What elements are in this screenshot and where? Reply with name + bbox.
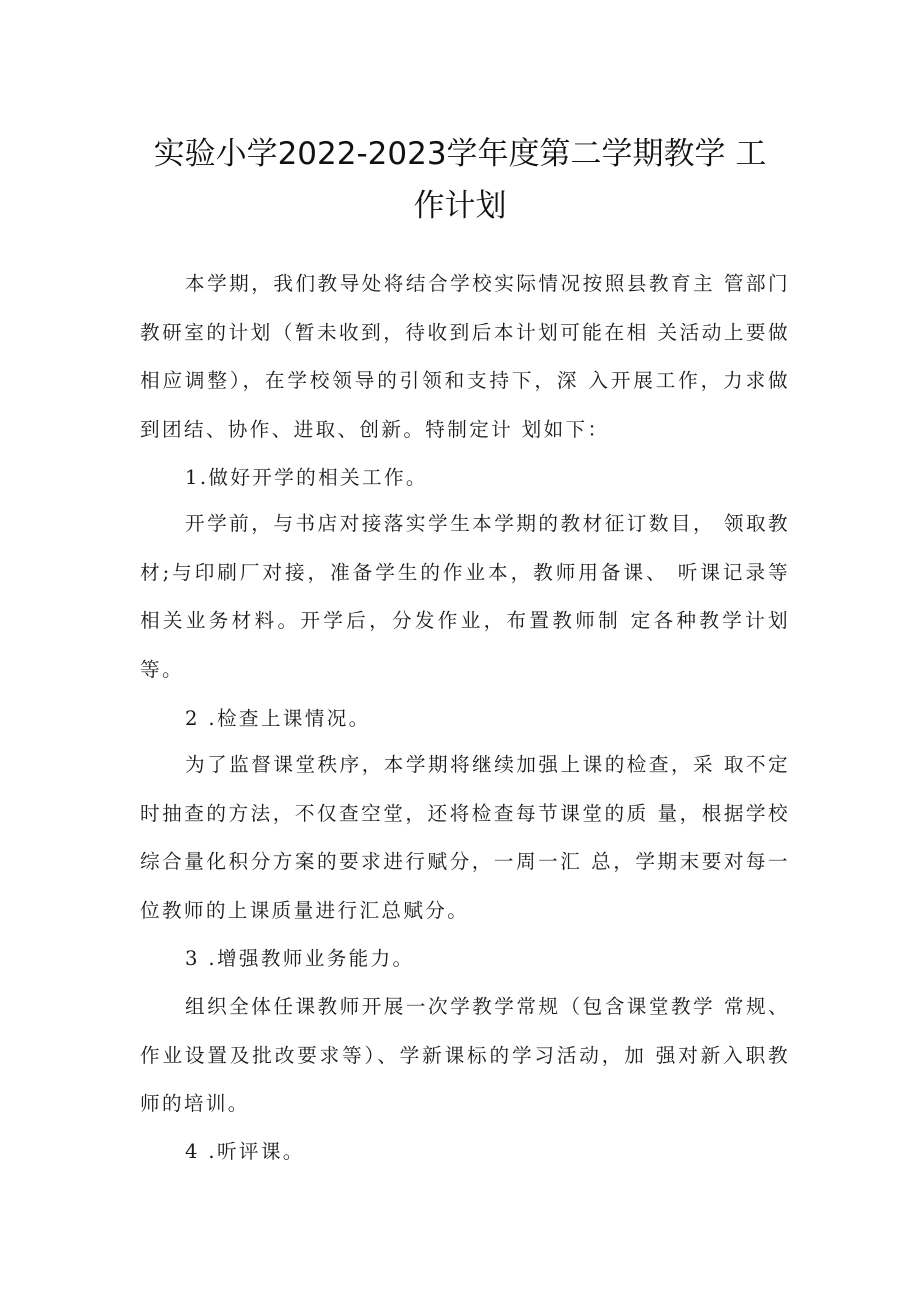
document-title-line-2: 作计划 (413, 188, 507, 224)
section-heading-1: 1.做好开学的相关工作。 (185, 466, 428, 489)
section-heading-2: 2 .检查上课情况。 (185, 707, 371, 730)
section-paragraph-3: 组织全体任课教师开展一次学教学常规（包含课堂教学 常规、作业设置及批改要求等）、学新课标的学习活动，加 强对新入职教师的培训。 (140, 995, 790, 1115)
section-heading-3: 3 .增强教师业务能力。 (185, 947, 415, 970)
section-paragraph-1: 开学前，与书店对接落实学生本学期的教材征订数目， 领取教材;与印刷厂对接，准备学生的作业本，教师用备课、 听课记录等相关业务材料。开学后，分发作业，布置教师制 定各种教学计划等。 (140, 512, 790, 681)
document-title-line-1: 实验小学2022-2023学年度第二学期教学 工 (153, 136, 767, 172)
section-paragraph-2: 为了监督课堂秩序，本学期将继续加强上课的检查，采 取不定时抽查的方法，不仅查空堂，还将检查每节课堂的质 量，根据学校综合量化积分方案的要求进行赋分，一周一汇 总，学期末要对每一位教师的上课质量进行汇总赋分。 (140, 753, 790, 922)
section-heading-4: 4 .听评课。 (185, 1140, 305, 1163)
intro-paragraph: 本学期，我们教导处将结合学校实际情况按照县教育主 管部门教研室的计划（暂未收到，待收到后本计划可能在相 关活动上要做相应调整），在学校领导的引领和支持下，深 入开展工作，力求做到团结、协作、进取、创新。特制定计 划如下： (140, 272, 790, 441)
